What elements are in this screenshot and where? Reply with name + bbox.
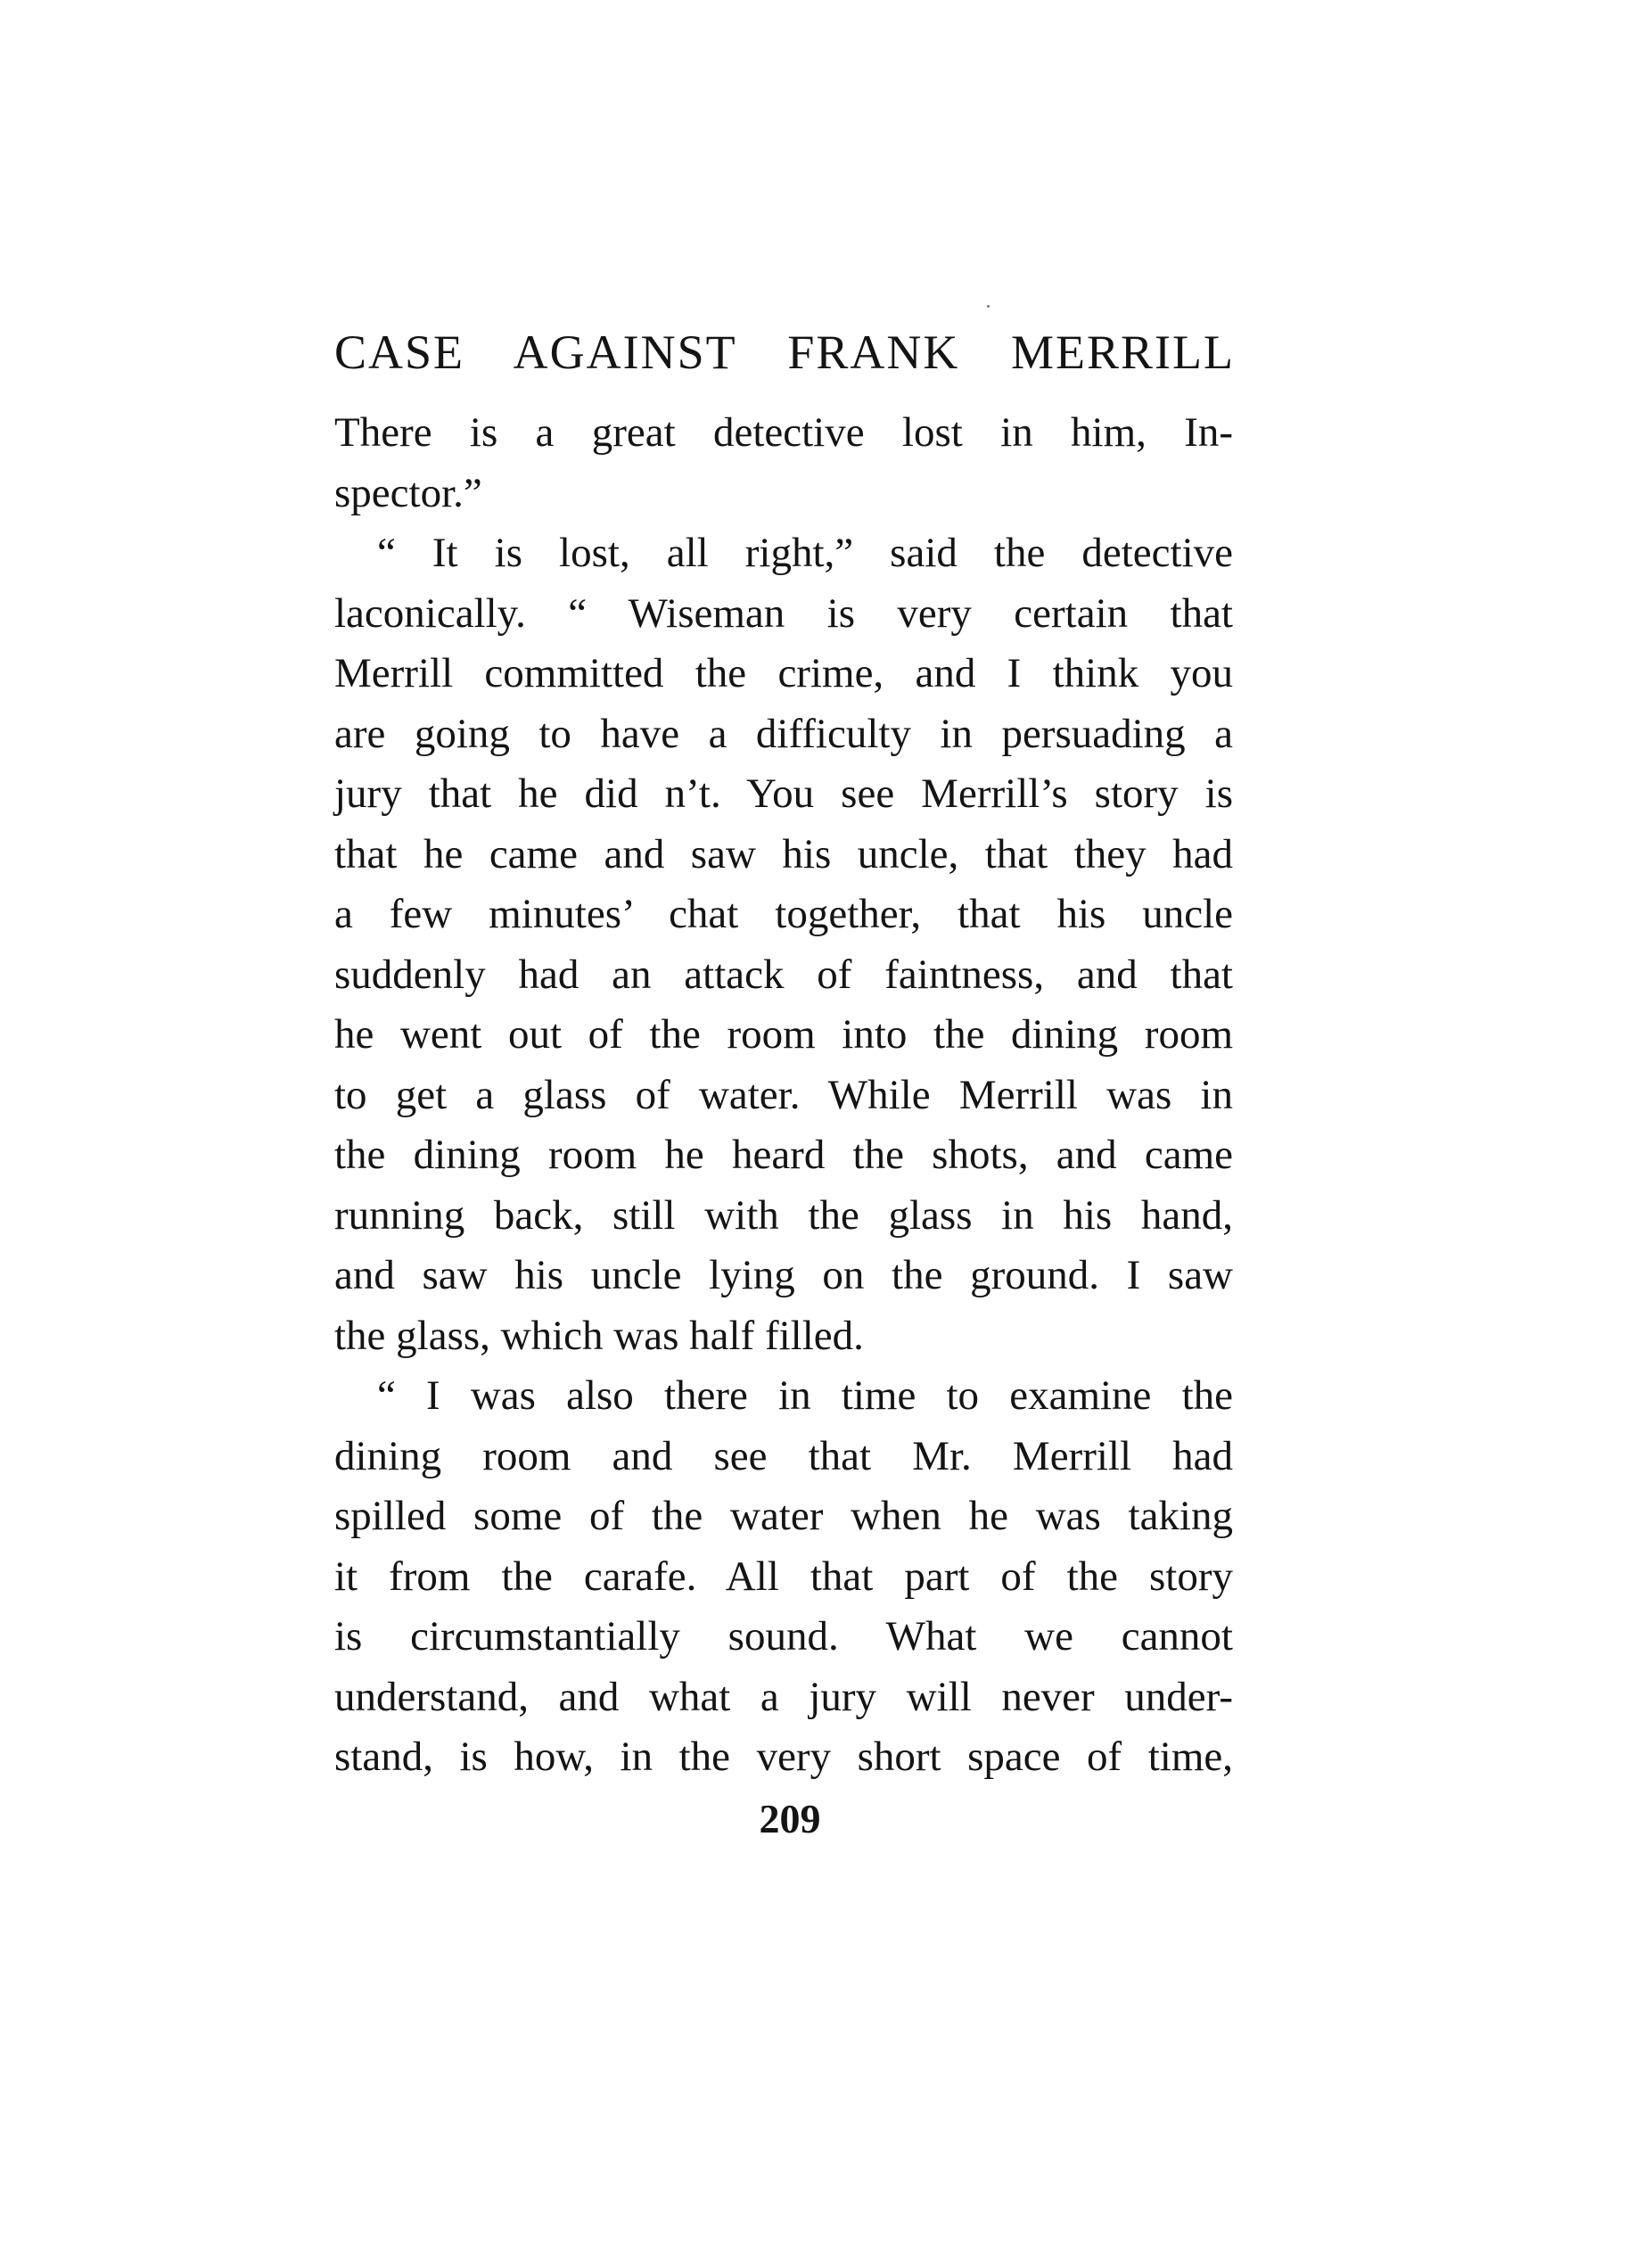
text-line: There is a great detective lost in him, In- [334,409,1233,456]
text-line: spilled some of the water when he was taking [334,1493,1233,1539]
text-line: he went out of the room into the dining room [334,1011,1233,1058]
text-line: is circumstantially sound. What we cannot [334,1613,1233,1660]
text-line: dining room and see that Mr. Merrill had [334,1432,1233,1479]
text-line: Merrill committed the crime, and I think you [334,650,1233,696]
running-head: CASE AGAINST FRANK MERRILL [334,325,1235,379]
body-text [334,403,1233,1788]
text-line: are going to have a difficulty in persuading a [334,710,1233,757]
text-line: understand, and what a jury will never under- [334,1673,1233,1720]
text-line: “ It is lost, all right,” said the detective [377,530,1233,576]
text-line: the glass, which was half filled. [334,1312,864,1359]
text-line: running back, still with the glass in his hand, [334,1191,1233,1239]
text-line: and saw his uncle lying on the ground. I saw [334,1252,1233,1298]
print-speck [987,305,990,308]
text-line: to get a glass of water. While Merrill was in [334,1071,1233,1118]
text-line: spector.” [334,469,482,516]
text-line: suddenly had an attack of faintness, and that [334,951,1233,998]
text-line: “ I was also there in time to examine the [377,1372,1233,1419]
text-line: a few minutes’ chat together, that his uncle [334,891,1233,937]
text-line: that he came and saw his uncle, that they had [334,830,1233,877]
text-line: stand, is how, in the very short space of time, [334,1734,1233,1780]
text-line: it from the carafe. All that part of the story [334,1553,1233,1600]
text-line: jury that he did n’t. You see Merrill’s story is [334,770,1233,817]
page-number: 209 [759,1796,821,1841]
text-line: laconically. “ Wiseman is very certain that [334,589,1233,637]
text-line: the dining room he heard the shots, and came [334,1132,1233,1178]
